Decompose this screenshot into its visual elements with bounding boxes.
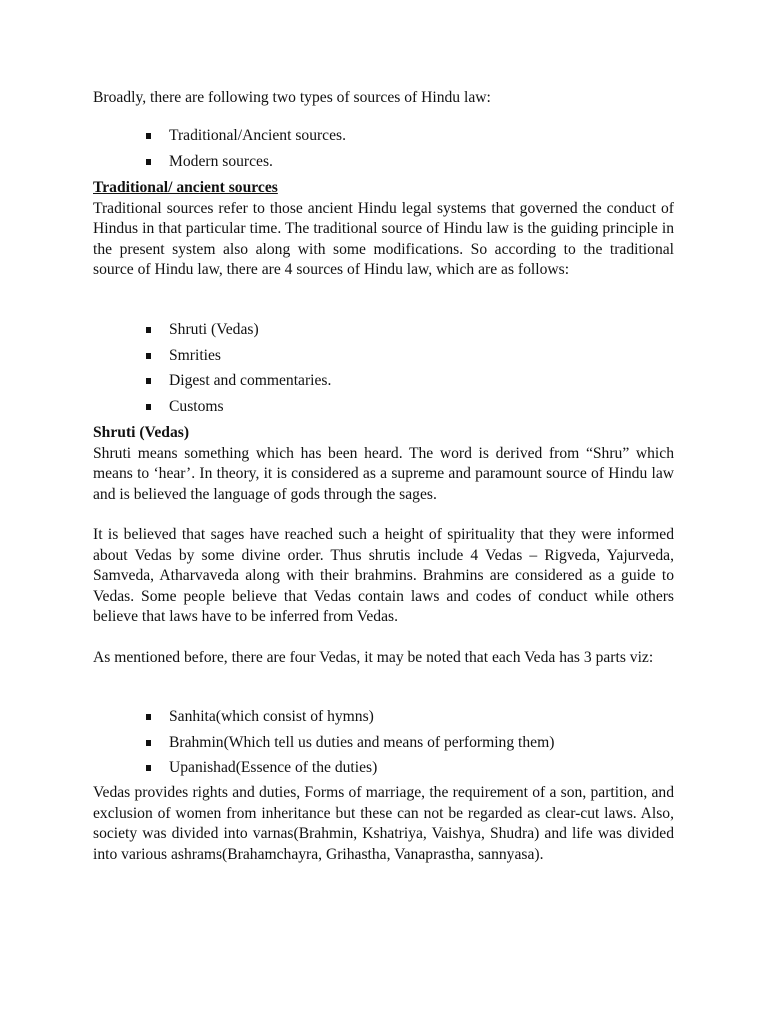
- list-item: Customs: [93, 397, 674, 423]
- traditional-section: [93, 178, 674, 281]
- list-item: Shruti (Vedas): [93, 320, 674, 346]
- shruti-paragraph-2: It is believed that sages have reached such a height of spirituality that they were informed about Vedas by some divine order. Thus shrutis include 4 Vedas – Rigveda, Yajurveda, Samveda, Atharvaveda along with their brahmins. Brahmins are considered as a guide to Vedas. Some people believe that Vedas contain laws and codes of conduct while others believe that laws have to be inferred from Vedas.: [93, 526, 674, 626]
- square-bullet-icon: [146, 378, 151, 384]
- square-bullet-icon: [146, 765, 151, 771]
- traditional-paragraph: Traditional sources refer to those ancient Hindu legal systems that governed the conduct of Hindus in that particular time. The traditional source of Hindu law is the guiding principle in the present system also along with some modifications. So according to the traditional source of Hindu law, there are 4 sources of Hindu law, which are as follows:: [93, 199, 674, 279]
- shruti-paragraph-1: Shruti means something which has been heard. The word is derived from “Shru” which means to ‘hear’. In theory, it is considered as a supreme and paramount source of Hindu law and is believed the language of gods through the sages.: [93, 444, 674, 503]
- intro-paragraph: Broadly, there are following two types of sources of Hindu law:: [93, 89, 491, 106]
- list-item: Traditional/Ancient sources.: [93, 126, 674, 152]
- square-bullet-icon: [146, 353, 151, 359]
- square-bullet-icon: [146, 714, 151, 720]
- shruti-paragraph-2-block: [93, 525, 674, 628]
- list-item: Sanhita(which consist of hymns): [93, 707, 674, 733]
- shruti-section: [93, 423, 674, 505]
- list-item: Smrities: [93, 346, 674, 372]
- square-bullet-icon: [146, 740, 151, 746]
- list-item: Upanishad(Essence of the duties): [93, 758, 674, 784]
- square-bullet-icon: [146, 404, 151, 410]
- traditional-sources-list: [93, 320, 674, 423]
- square-bullet-icon: [146, 327, 151, 333]
- shruti-paragraph-3-block: [93, 648, 674, 669]
- list-item: Brahmin(Which tell us duties and means of performing them): [93, 733, 674, 759]
- section-heading-traditional: Traditional/ ancient sources: [93, 179, 278, 196]
- square-bullet-icon: [146, 133, 151, 139]
- closing-block: [93, 783, 674, 865]
- square-bullet-icon: [146, 159, 151, 165]
- veda-parts-list: [93, 707, 674, 784]
- source-types-list: [93, 126, 674, 177]
- closing-paragraph: Vedas provides rights and duties, Forms of marriage, the requirement of a son, partition, and exclusion of women from inheritance but these can not be regarded as clear-cut laws. Also, society was divided into varnas(Brahmin, Kshatriya, Vaishya, Shudra) and life was divided into various ashrams(Brahamchayra, Grihastha, Vanaprastha, sannyasa).: [93, 784, 674, 863]
- list-item: Digest and commentaries.: [93, 371, 674, 397]
- section-heading-shruti: Shruti (Vedas): [93, 424, 190, 441]
- shruti-paragraph-3: As mentioned before, there are four Vedas, it may be noted that each Veda has 3 parts viz:: [93, 649, 654, 666]
- list-item: Modern sources.: [93, 152, 674, 178]
